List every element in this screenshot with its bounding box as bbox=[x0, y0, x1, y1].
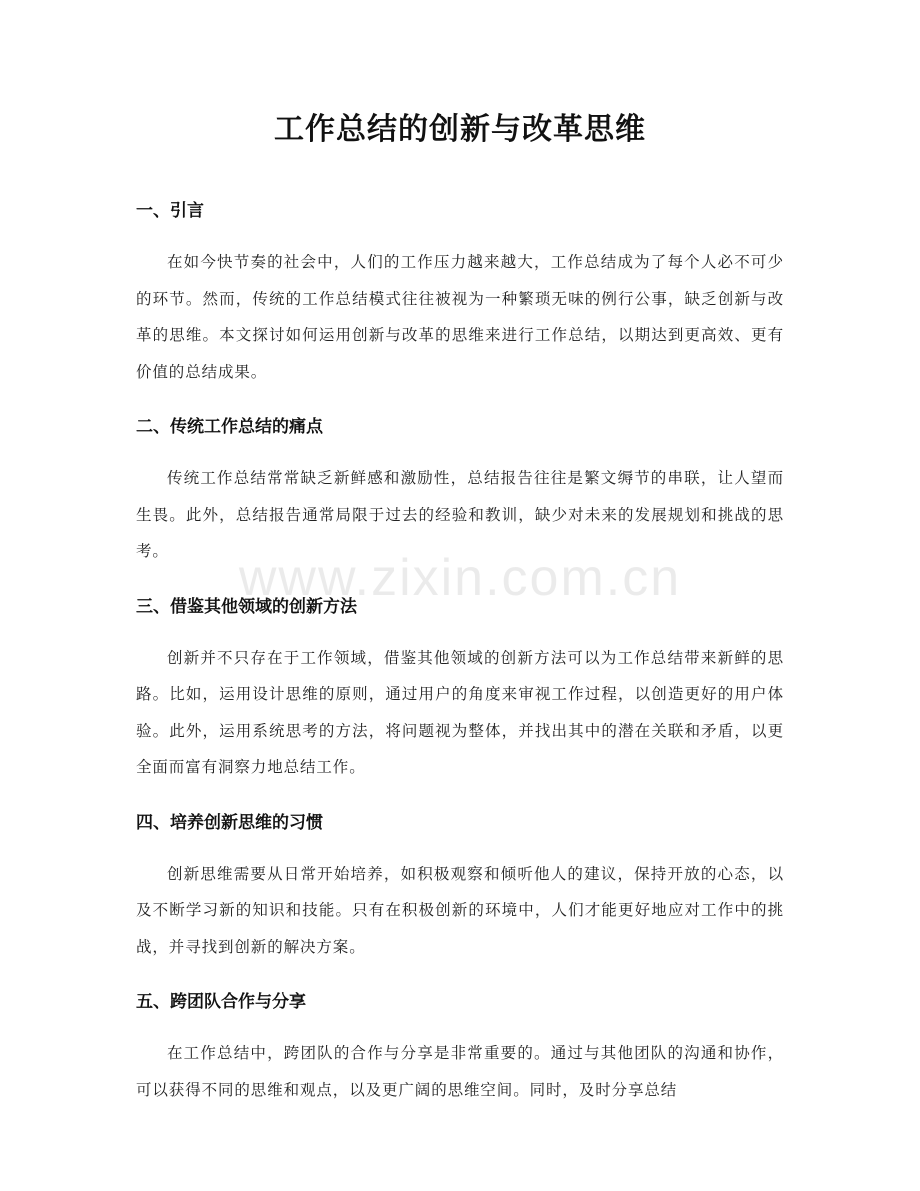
section-introduction bbox=[136, 198, 784, 390]
section-borrow-methods bbox=[136, 594, 784, 786]
section-habits bbox=[136, 810, 784, 966]
section-heading: 一、引言 bbox=[136, 201, 204, 221]
section-paragraph: 创新思维需要从日常开始培养，如积极观察和倾听他人的建议，保持开放的心态，以及不断学习新的知识和技能。只有在积极创新的环境中，人们才能更好地应对工作中的挑战，并寻找到创新的解决方案。 bbox=[136, 864, 784, 956]
section-heading: 四、培养创新思维的习惯 bbox=[136, 812, 323, 833]
section-heading: 二、传统工作总结的痛点 bbox=[136, 417, 323, 437]
section-cross-team bbox=[136, 989, 784, 1108]
section-pain-points bbox=[136, 414, 784, 570]
section-paragraph: 创新并不只存在于工作领域，借鉴其他领域的创新方法可以为工作总结带来新鲜的思路。比如，运用设计思维的原则，通过用户的角度来审视工作过程，以创造更好的用户体验。此外，运用系统思考的方法，将问题视为整体，并找出其中的潜在关联和矛盾，以更全面而富有洞察力地总结工作。 bbox=[136, 648, 784, 776]
section-paragraph: 在工作总结中，跨团队的合作与分享是非常重要的。通过与其他团队的沟通和协作，可以获得不同的思维和观点，以及更广阔的思维空间。同时，及时分享总结 bbox=[136, 1044, 784, 1099]
section-paragraph: 传统工作总结常常缺乏新鲜感和激励性，总结报告往往是繁文缛节的串联，让人望而生畏。此外，总结报告通常局限于过去的经验和教训，缺少对未来的发展规划和挑战的思考。 bbox=[136, 469, 784, 560]
document-title: 工作总结的创新与改革思维 bbox=[274, 112, 646, 147]
section-paragraph: 在如今快节奏的社会中，人们的工作压力越来越大，工作总结成为了每个人必不可少的环节。然而，传统的工作总结模式往往被视为一种繁琐无味的例行公事，缺乏创新与改革的思维。本文探讨如何运用创新与改革的思维来进行工作总结，以期达到更高效、更有价值的总结成果。 bbox=[136, 253, 784, 381]
watermark: www.zixin.com.cn bbox=[238, 549, 682, 607]
section-heading: 三、借鉴其他领域的创新方法 bbox=[136, 596, 357, 617]
section-heading: 五、跨团队合作与分享 bbox=[136, 992, 306, 1012]
